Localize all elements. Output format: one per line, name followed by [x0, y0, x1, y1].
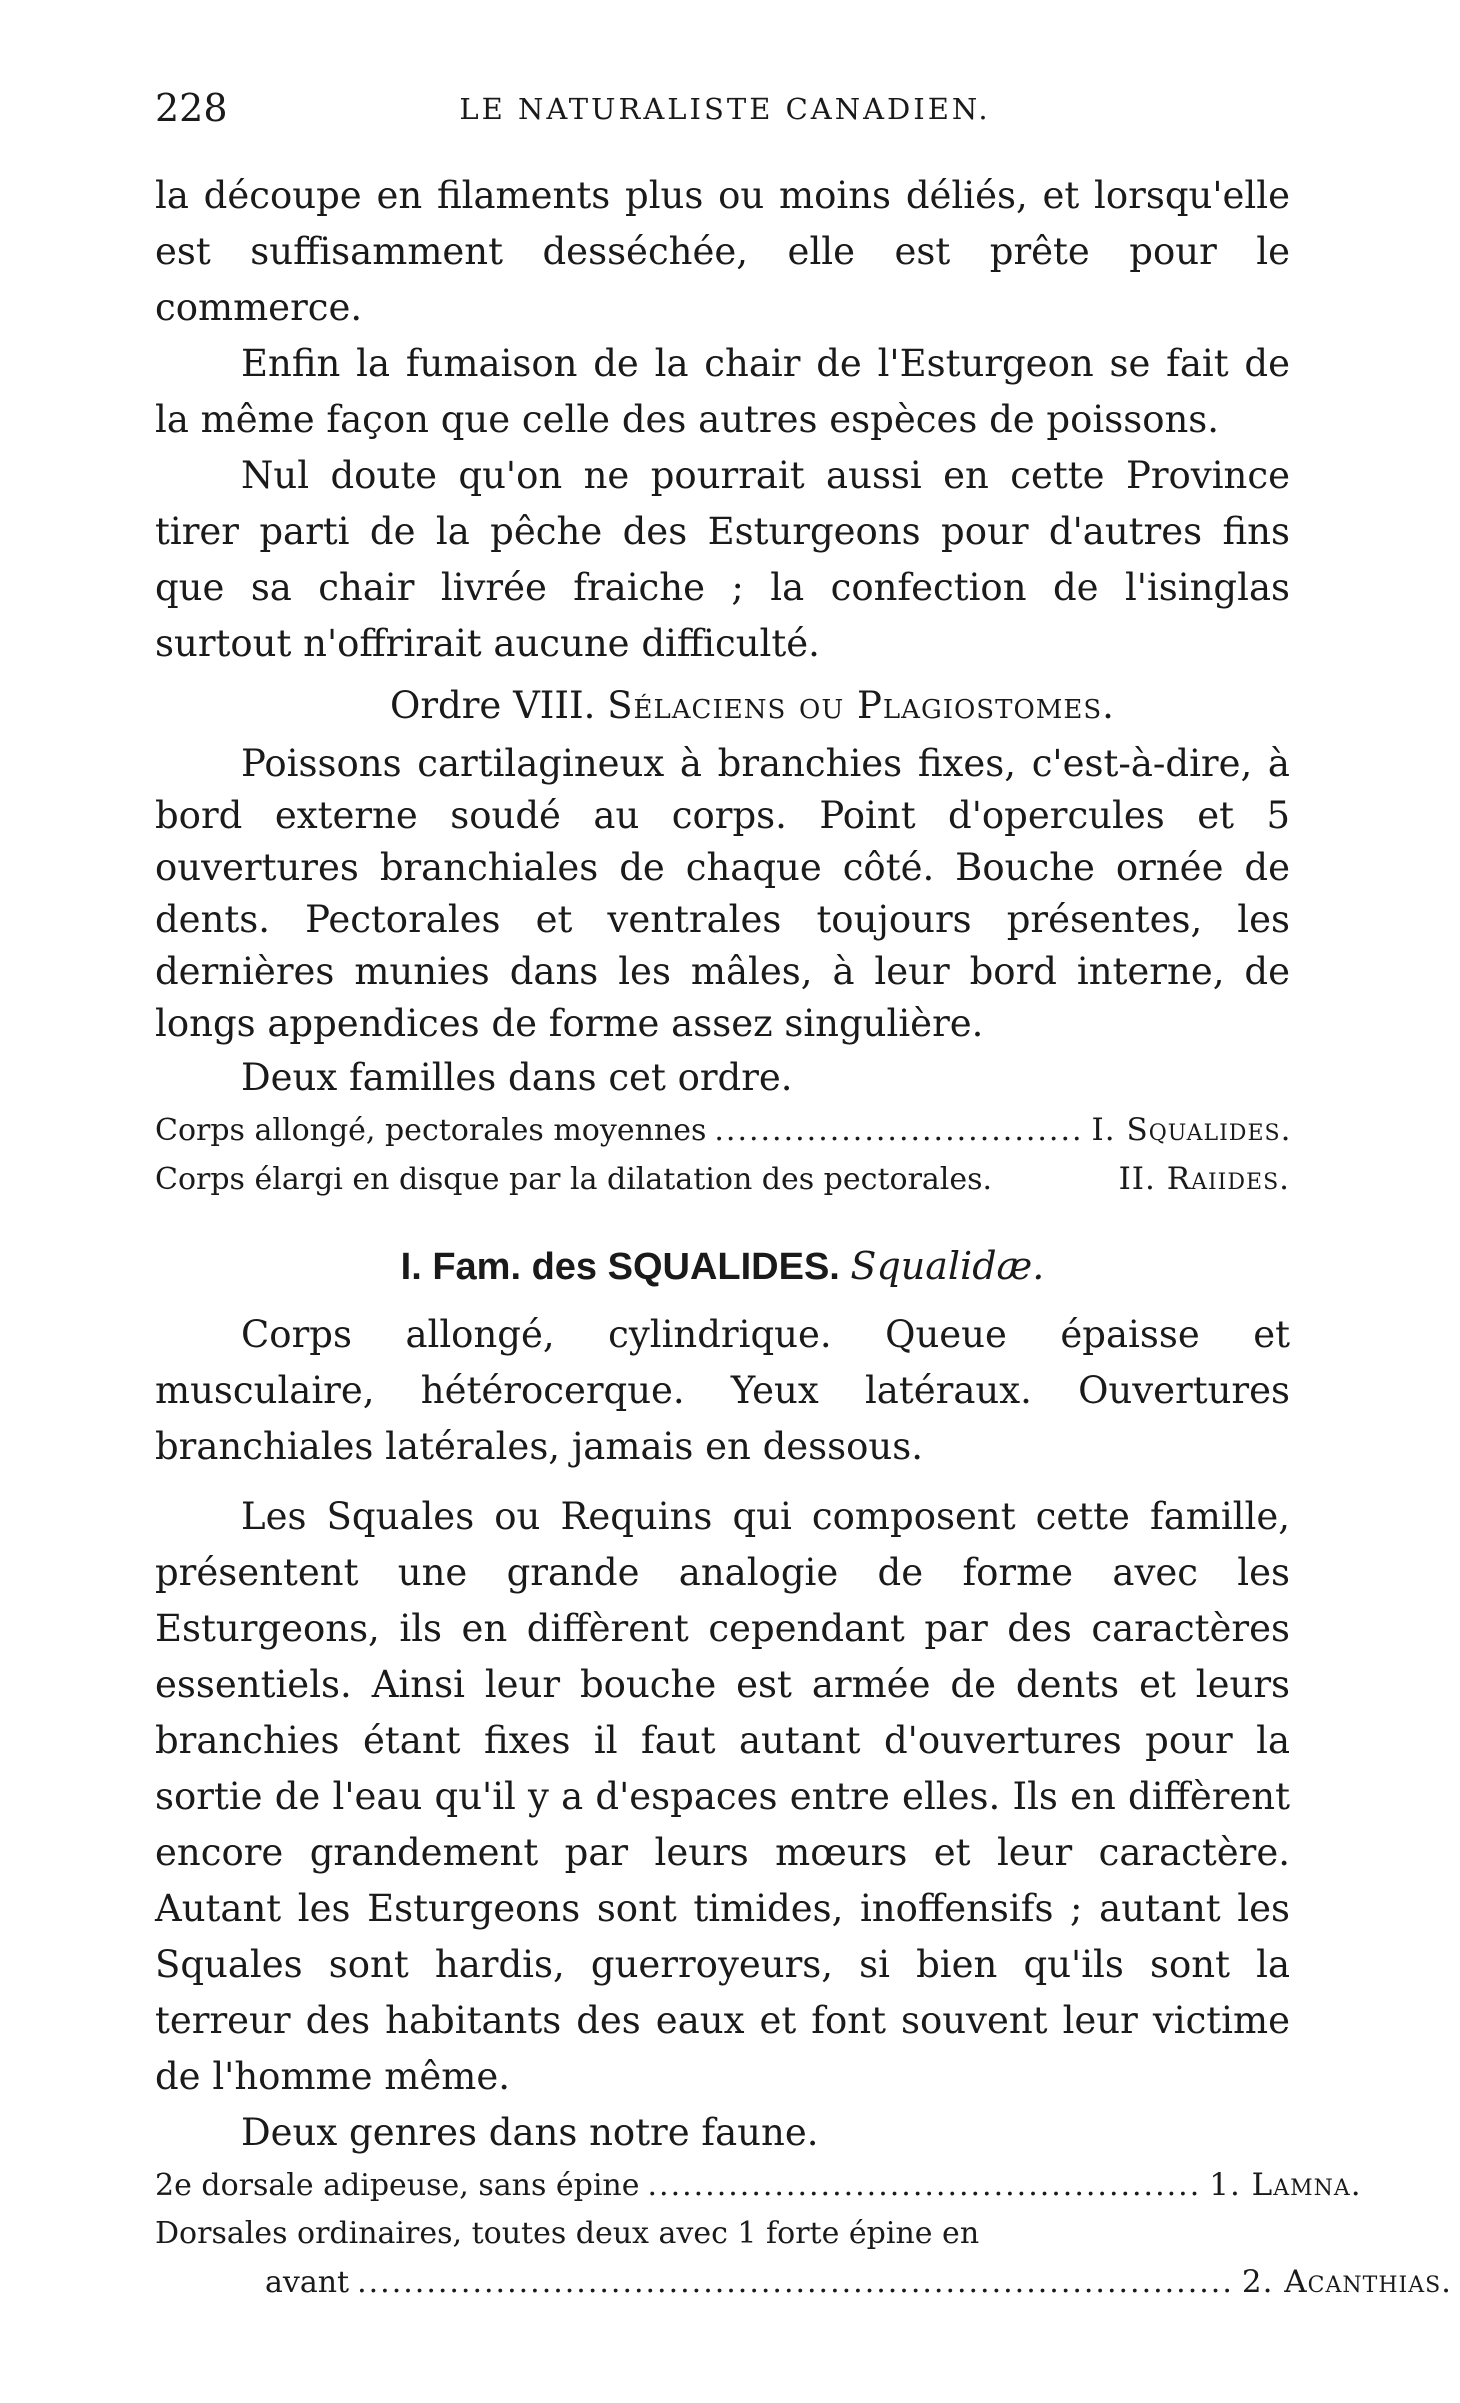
key-result: II. Raiides. [1118, 1161, 1290, 1197]
key-label: Corps allongé, pectorales moyennes [155, 1113, 707, 1148]
genus-key [155, 2161, 1453, 2307]
key-row-acanthias-first-line [155, 2210, 1290, 2258]
paragraph-family-description: Corps allongé, cylindrique. Queue épaisse et musculaire, hétérocerque. Yeux latéraux. Ouvertures branchiales latérales, jamais en dessous. [155, 1313, 1290, 1468]
paragraph-continued: la découpe en filaments plus ou moins déliés, et lorsqu'elle est suffisamment desséchée, elle est prête pour le commerce. [155, 174, 1290, 329]
key-row-squalides [155, 1106, 1290, 1155]
running-title: LE NATURALISTE CANADIEN. [459, 92, 991, 126]
paragraph-requins: Les Squales ou Requins qui composent cette famille, présentent une grande analogie de forme avec les Esturgeons, ils en diffèrent cependant par des caractères essentiels. Ainsi leur bouche est armée de dents et leurs branchies étant fixes il faut autant d'ouvertures pour la sortie de l'eau qu'il y a d'espaces entre elles. Ils en diffèrent encore grandement par leurs mœurs et leur caractère. Autant les Esturgeons sont timides, inoffensifs ; autant les Squales sont hardis, guerroyeurs, si bien qu'ils sont la terreur des habitants des eaux et font souvent leur victime de l'homme même. [155, 1495, 1290, 2098]
paragraph-isinglas: Nul doute qu'on ne pourrait aussi en cette Province tirer parti de la pêche des Esturgeons pour d'autres fins que sa chair livrée fraiche ; la confection de l'isinglas surtout n'offrirait aucune difficulté. [155, 454, 1290, 665]
key-label: Dorsales ordinaires, toutes deux avec 1 forte épine en [155, 2216, 980, 2251]
key-label: avant [265, 2265, 350, 2300]
key-result: 2. Acanthias. [1241, 2264, 1453, 2300]
page-number: 228 [155, 86, 228, 130]
order-name: Sélaciens ou Plagiostomes. [607, 684, 1115, 727]
page-body [155, 168, 1453, 2307]
key-row-acanthias [155, 2258, 1453, 2307]
spacer [155, 1475, 1290, 1489]
key-row-lamna [155, 2161, 1362, 2210]
paragraph-two-genera: Deux genres dans notre faune. [241, 2111, 819, 2154]
key-leader-dots: ................................................ [647, 2168, 1202, 2203]
family-heading-latin: Squalidæ. [850, 1244, 1045, 1288]
key-leader-dots: ................................ [714, 1113, 1084, 1148]
paragraph-fumaison: Enfin la fumaison de la chair de l'Esturgeon se fait de la même façon que celle des autres espèces de poissons. [155, 342, 1290, 441]
key-label: Corps élargi en disque par la dilatation des pectorales. [155, 1162, 993, 1197]
family-heading [155, 1238, 1290, 1295]
key-leader-dots: ............................................................................ [357, 2265, 1234, 2300]
key-label: 2e dorsale adipeuse, sans épine [155, 2168, 640, 2203]
key-row-raiides [155, 1155, 1290, 1204]
paragraph-order-description: Poissons cartilagineux à branchies fixes, c'est-à-dire, à bord externe soudé au corps. Point d'opercules et 5 ouvertures branchiales de chaque côté. Bouche ornée de dents. Pectorales et ventrales toujours présentes, les dernières munies dans les mâles, à leur bord interne, de longs appendices de forme assez singulière. [155, 742, 1290, 1045]
order-heading [155, 678, 1290, 734]
page-header [155, 86, 1290, 146]
order-number: Ordre VIII. [390, 684, 596, 727]
family-key [155, 1106, 1290, 1204]
family-heading-title: I. Fam. des SQUALIDES. [400, 1246, 840, 1288]
paragraph-two-families: Deux familles dans cet ordre. [241, 1056, 793, 1099]
key-result: I. Squalides. [1091, 1112, 1292, 1148]
key-result: 1. Lamna. [1209, 2167, 1362, 2203]
